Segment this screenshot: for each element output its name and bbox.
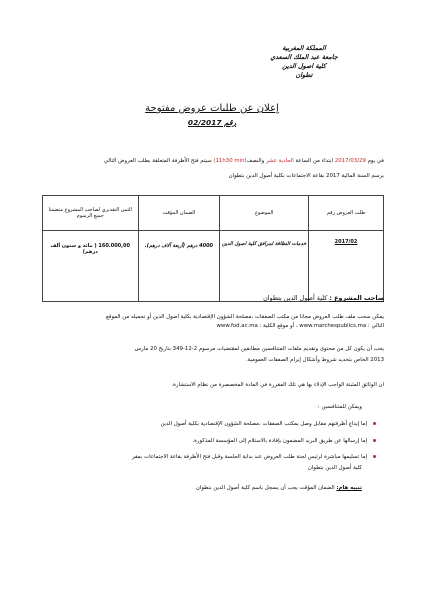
header-kingdom: المملكة المغربية — [282, 44, 326, 52]
download-info-1: يمكن سحب ملف طلب العروض مجانا من مكتب الصفقات ،مصلحة الشؤون الإقتصادية بكلية اصول الدين أو تحميله من الموقع — [106, 314, 384, 320]
compliance-line-1: يجب أن يكون كل من محتوى وتقديم ملفات المتنافسين مطابقين لمقتضيات مرسوم 2-12-349 بتاريخ 20 مارس — [134, 346, 384, 352]
col-header-estimate: الثمن التقديري لصاحب المشروع متضمنا جميع الرسوم — [43, 196, 139, 231]
cell-guarantee: 4000 درهم (أربعة آلاف درهم). — [138, 231, 220, 302]
project-owner-label: صاحب المشروع : — [329, 294, 384, 302]
list-item: إما تسليمها مباشرة لرئيس لجنة طلب العروض عند بداية الجلسة وقبل فتح الأظرفة بقاعة الاجتماعات بمقر — [42, 453, 376, 462]
important-note — [42, 484, 362, 493]
header-city: تطوان — [295, 71, 313, 79]
list-item: إما إرسالها عن طريق البريد المضمون بإفادة بالاستلام إلى المؤسسة المذكورة. — [42, 437, 376, 446]
col-header-number: طلب العروض رقم — [308, 196, 383, 231]
list-item: إما إيداع أظرفتهم مقابل وصل بمكتب الصفقات ،مصلحة الشؤون الإقتصادية بكلية أصول الدين — [42, 420, 376, 429]
table-row — [43, 231, 384, 302]
download-info-2: التالي : www.marchespublics.ma ، أو موقع الكلية : www.fod.ac.ma — [216, 323, 384, 329]
project-owner — [42, 294, 384, 303]
offers-table — [42, 195, 384, 302]
header-block — [254, 44, 354, 80]
col-header-guarantee: الضمان المؤقت — [138, 196, 220, 231]
intro-paragraph-2: برسم السنة المالية 2017 بقاعة الاجتماعات بكلية أصول الدين بتطوان — [228, 173, 384, 179]
important-note-text: الضمان المؤقت يجب أن يسجل باسم كلية أصول الدين بتطوان — [195, 485, 335, 491]
announcement-title: إعلان عن طلبات عروض مفتوحة — [145, 103, 279, 114]
cell-estimate: 160.000,00 ( مائة و ستون ألف درهم) — [43, 231, 139, 302]
header-university: جامعة عبد الملك السعدي — [270, 53, 338, 61]
announcement-reference: رقم 02/2017 — [187, 118, 237, 127]
bullet-dot-icon — [373, 422, 376, 425]
col-header-subject: الموضوع — [220, 196, 309, 231]
opening-date: 2017/03/29 — [334, 158, 366, 164]
table-header-row — [43, 196, 384, 231]
compliance-line-2: 2013 الخاص بتحديد شروط وأشكال إبرام الصفقات العمومية. — [245, 357, 384, 363]
intro-paragraph: في يوم 2017/03/29 ابتداء من الساعة الحادية عشر والنصف(11h30 min) سيتم فتح الأظرفة المتعلقة بطلب العروض التالي — [103, 158, 384, 164]
opening-hour-words: الحادية عشر — [265, 158, 294, 164]
opening-hour: (11h30 min) — [213, 158, 247, 164]
bullet-dot-icon — [373, 455, 376, 458]
cell-subject: خدمات النظافة لمرافق كلية اصول الدين — [220, 231, 309, 302]
list-item-continuation: كلية أصول الدين بتطوان — [307, 465, 362, 471]
bullet-dot-icon — [373, 439, 376, 442]
project-owner-value: كلية أصول الدين بتطوان — [263, 294, 328, 302]
header-faculty: كلية اصول الدين — [282, 62, 326, 70]
candidates-intro: ويمكن للمتنافسين : — [317, 404, 362, 410]
required-documents: ان الوثائق المثبتة الواجب الإدلاء بها هي تلك المقررة في المادة المخصصرة من نظام الاستشارة. — [171, 382, 384, 388]
important-note-label: تنبيه هام: — [336, 485, 362, 491]
cell-number: 2017/02 — [308, 231, 383, 302]
